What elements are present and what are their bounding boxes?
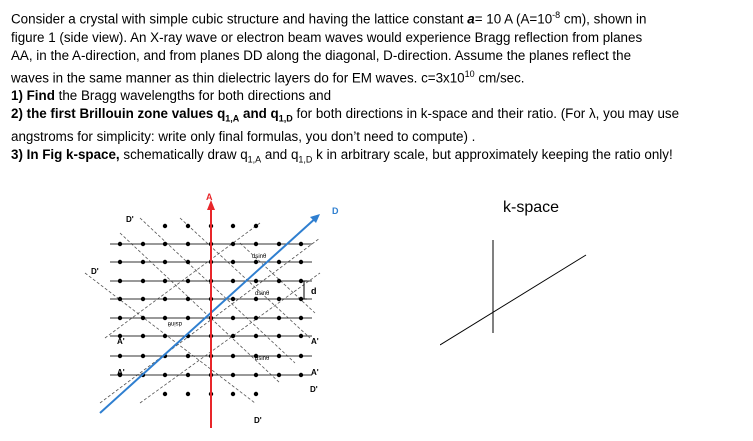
lattice-atom <box>231 316 235 320</box>
kspace-axes <box>440 228 600 348</box>
lattice-atom <box>254 316 258 320</box>
text: = 10 A (A=10 <box>474 11 553 27</box>
line-5 <box>11 87 747 105</box>
label-A-prime-4: A' <box>311 368 319 377</box>
label-dsin-1: dsinθ <box>252 254 267 260</box>
label-dsin-3: dsinθ <box>255 356 270 362</box>
lattice-atom <box>254 242 258 246</box>
lattice-atom <box>231 260 235 264</box>
crystal-figure <box>80 188 340 438</box>
lattice-atom <box>163 334 167 338</box>
label-D-prime-4: D' <box>254 416 262 425</box>
label-A-top: A <box>206 192 213 202</box>
kspace-diagonal-axis <box>440 255 586 345</box>
label-dsin-2: dsinθ <box>255 291 270 297</box>
label-d: d <box>311 286 317 296</box>
lattice-atom <box>186 373 190 377</box>
lattice-atom <box>277 334 281 338</box>
lattice-atom <box>277 373 281 377</box>
text: schematically draw q <box>119 147 248 163</box>
lattice-atom <box>231 224 235 228</box>
text: for both directions in k-space and their ratio. (For λ, you may use <box>292 106 680 122</box>
line-3: AA, in the A-direction, and from planes DD along the diagonal, D-direction. Assume the planes reflect the <box>11 47 632 63</box>
plane-line-d4 <box>180 218 310 338</box>
lattice-atom <box>299 334 303 338</box>
lattice-atom <box>277 260 281 264</box>
lattice-atom <box>163 260 167 264</box>
text: cm), shown in <box>560 11 647 27</box>
subscript: 1,D <box>298 154 313 165</box>
subscript: 1,D <box>278 114 293 125</box>
lattice-atom <box>254 279 258 283</box>
label-dsin-4: dsinθ <box>167 320 182 326</box>
bold-label: 3) In Fig k-space, <box>11 147 120 163</box>
lattice-atom <box>186 316 190 320</box>
lattice-atom <box>141 260 145 264</box>
line-1 <box>11 6 747 29</box>
kspace-label: k-space <box>503 199 560 216</box>
lattice-atom <box>299 354 303 358</box>
lattice-symbol: a <box>467 11 475 27</box>
lattice-atom <box>118 316 122 320</box>
lattice-atom <box>163 316 167 320</box>
line-2: figure 1 (side view). An X-ray wave or electron beam waves would experience Bragg reflection from planes <box>11 29 643 45</box>
lattice-atom <box>186 242 190 246</box>
text: the Bragg wavelengths for both directions and <box>54 88 332 104</box>
lattice-atom <box>163 279 167 283</box>
exponent: -8 <box>552 10 561 20</box>
lattice-atom <box>254 260 258 264</box>
lattice-atom <box>254 334 258 338</box>
problem-statement <box>11 6 747 169</box>
text: and q <box>261 147 299 163</box>
label-D-prime-3: D' <box>310 385 318 394</box>
lattice-atom <box>231 242 235 246</box>
lattice-atom <box>231 373 235 377</box>
lattice-atom <box>277 279 281 283</box>
line-7: angstroms for simplicity: write only final formulas, you don’t need to compute) . <box>11 129 476 145</box>
bold-label: 1) Find <box>11 88 55 104</box>
bold-label: and q <box>239 106 279 122</box>
lattice-atom <box>254 224 258 228</box>
lattice-atom <box>186 392 190 396</box>
label-D-top: D <box>332 206 339 216</box>
lattice-atom <box>299 373 303 377</box>
label-A-prime-3: A' <box>311 337 319 346</box>
lattice-atom <box>118 260 122 264</box>
subscript: 1,A <box>225 114 240 125</box>
lattice-atom <box>141 316 145 320</box>
lattice-atom <box>231 279 235 283</box>
lattice-atom <box>163 242 167 246</box>
lattice-atom <box>141 354 145 358</box>
text: waves in the same manner as thin dielectric layers do for EM waves. c=3x10 <box>11 70 465 86</box>
subscript: 1,A <box>247 154 262 165</box>
line-6 <box>11 105 747 128</box>
label-D-prime-2: D' <box>91 267 99 276</box>
lattice-atom <box>186 354 190 358</box>
line-8 <box>11 146 747 169</box>
lattice-atom <box>118 297 122 301</box>
lattice-atom <box>231 334 235 338</box>
lattice-atom <box>141 334 145 338</box>
lattice-atom <box>186 260 190 264</box>
lattice-atom <box>118 242 122 246</box>
bold-label: 2) the first Brillouin zone values q <box>11 106 226 122</box>
text: Consider a crystal with simple cubic structure and having the lattice constant <box>11 11 468 27</box>
lattice-atom <box>163 224 167 228</box>
lattice-atom <box>186 297 190 301</box>
lattice-atom <box>231 354 235 358</box>
lattice-atom <box>141 279 145 283</box>
lattice-atom <box>277 242 281 246</box>
lattice-atom <box>163 297 167 301</box>
plane-line-d3 <box>140 218 295 363</box>
lattice-atom <box>277 316 281 320</box>
lattice-atom <box>299 316 303 320</box>
lattice-atom <box>118 279 122 283</box>
lattice-atom <box>186 224 190 228</box>
label-A-prime-2: A' <box>117 368 125 377</box>
lattice-atom <box>277 297 281 301</box>
lattice-atom <box>163 373 167 377</box>
lattice-atom <box>186 279 190 283</box>
label-D-prime-1: D' <box>126 215 134 224</box>
text: k in arbitrary scale, but approximately keeping the ratio only! <box>312 147 673 163</box>
diagonal-D-direction-line <box>100 216 318 413</box>
lattice-atom <box>254 392 258 396</box>
lattice-atom <box>254 373 258 377</box>
lattice-atom <box>141 242 145 246</box>
lattice-atom <box>254 297 258 301</box>
lattice-atom <box>163 392 167 396</box>
lattice-atom <box>118 354 122 358</box>
lattice-atom <box>231 297 235 301</box>
lattice-atom <box>299 242 303 246</box>
lattice-atom <box>299 260 303 264</box>
text: cm/sec. <box>474 70 525 86</box>
line-4 <box>11 65 747 88</box>
lattice-atom <box>231 392 235 396</box>
label-A-prime-1: A' <box>117 337 125 346</box>
lattice-atom <box>141 297 145 301</box>
exponent: 10 <box>464 68 475 79</box>
lattice-atom <box>277 354 281 358</box>
